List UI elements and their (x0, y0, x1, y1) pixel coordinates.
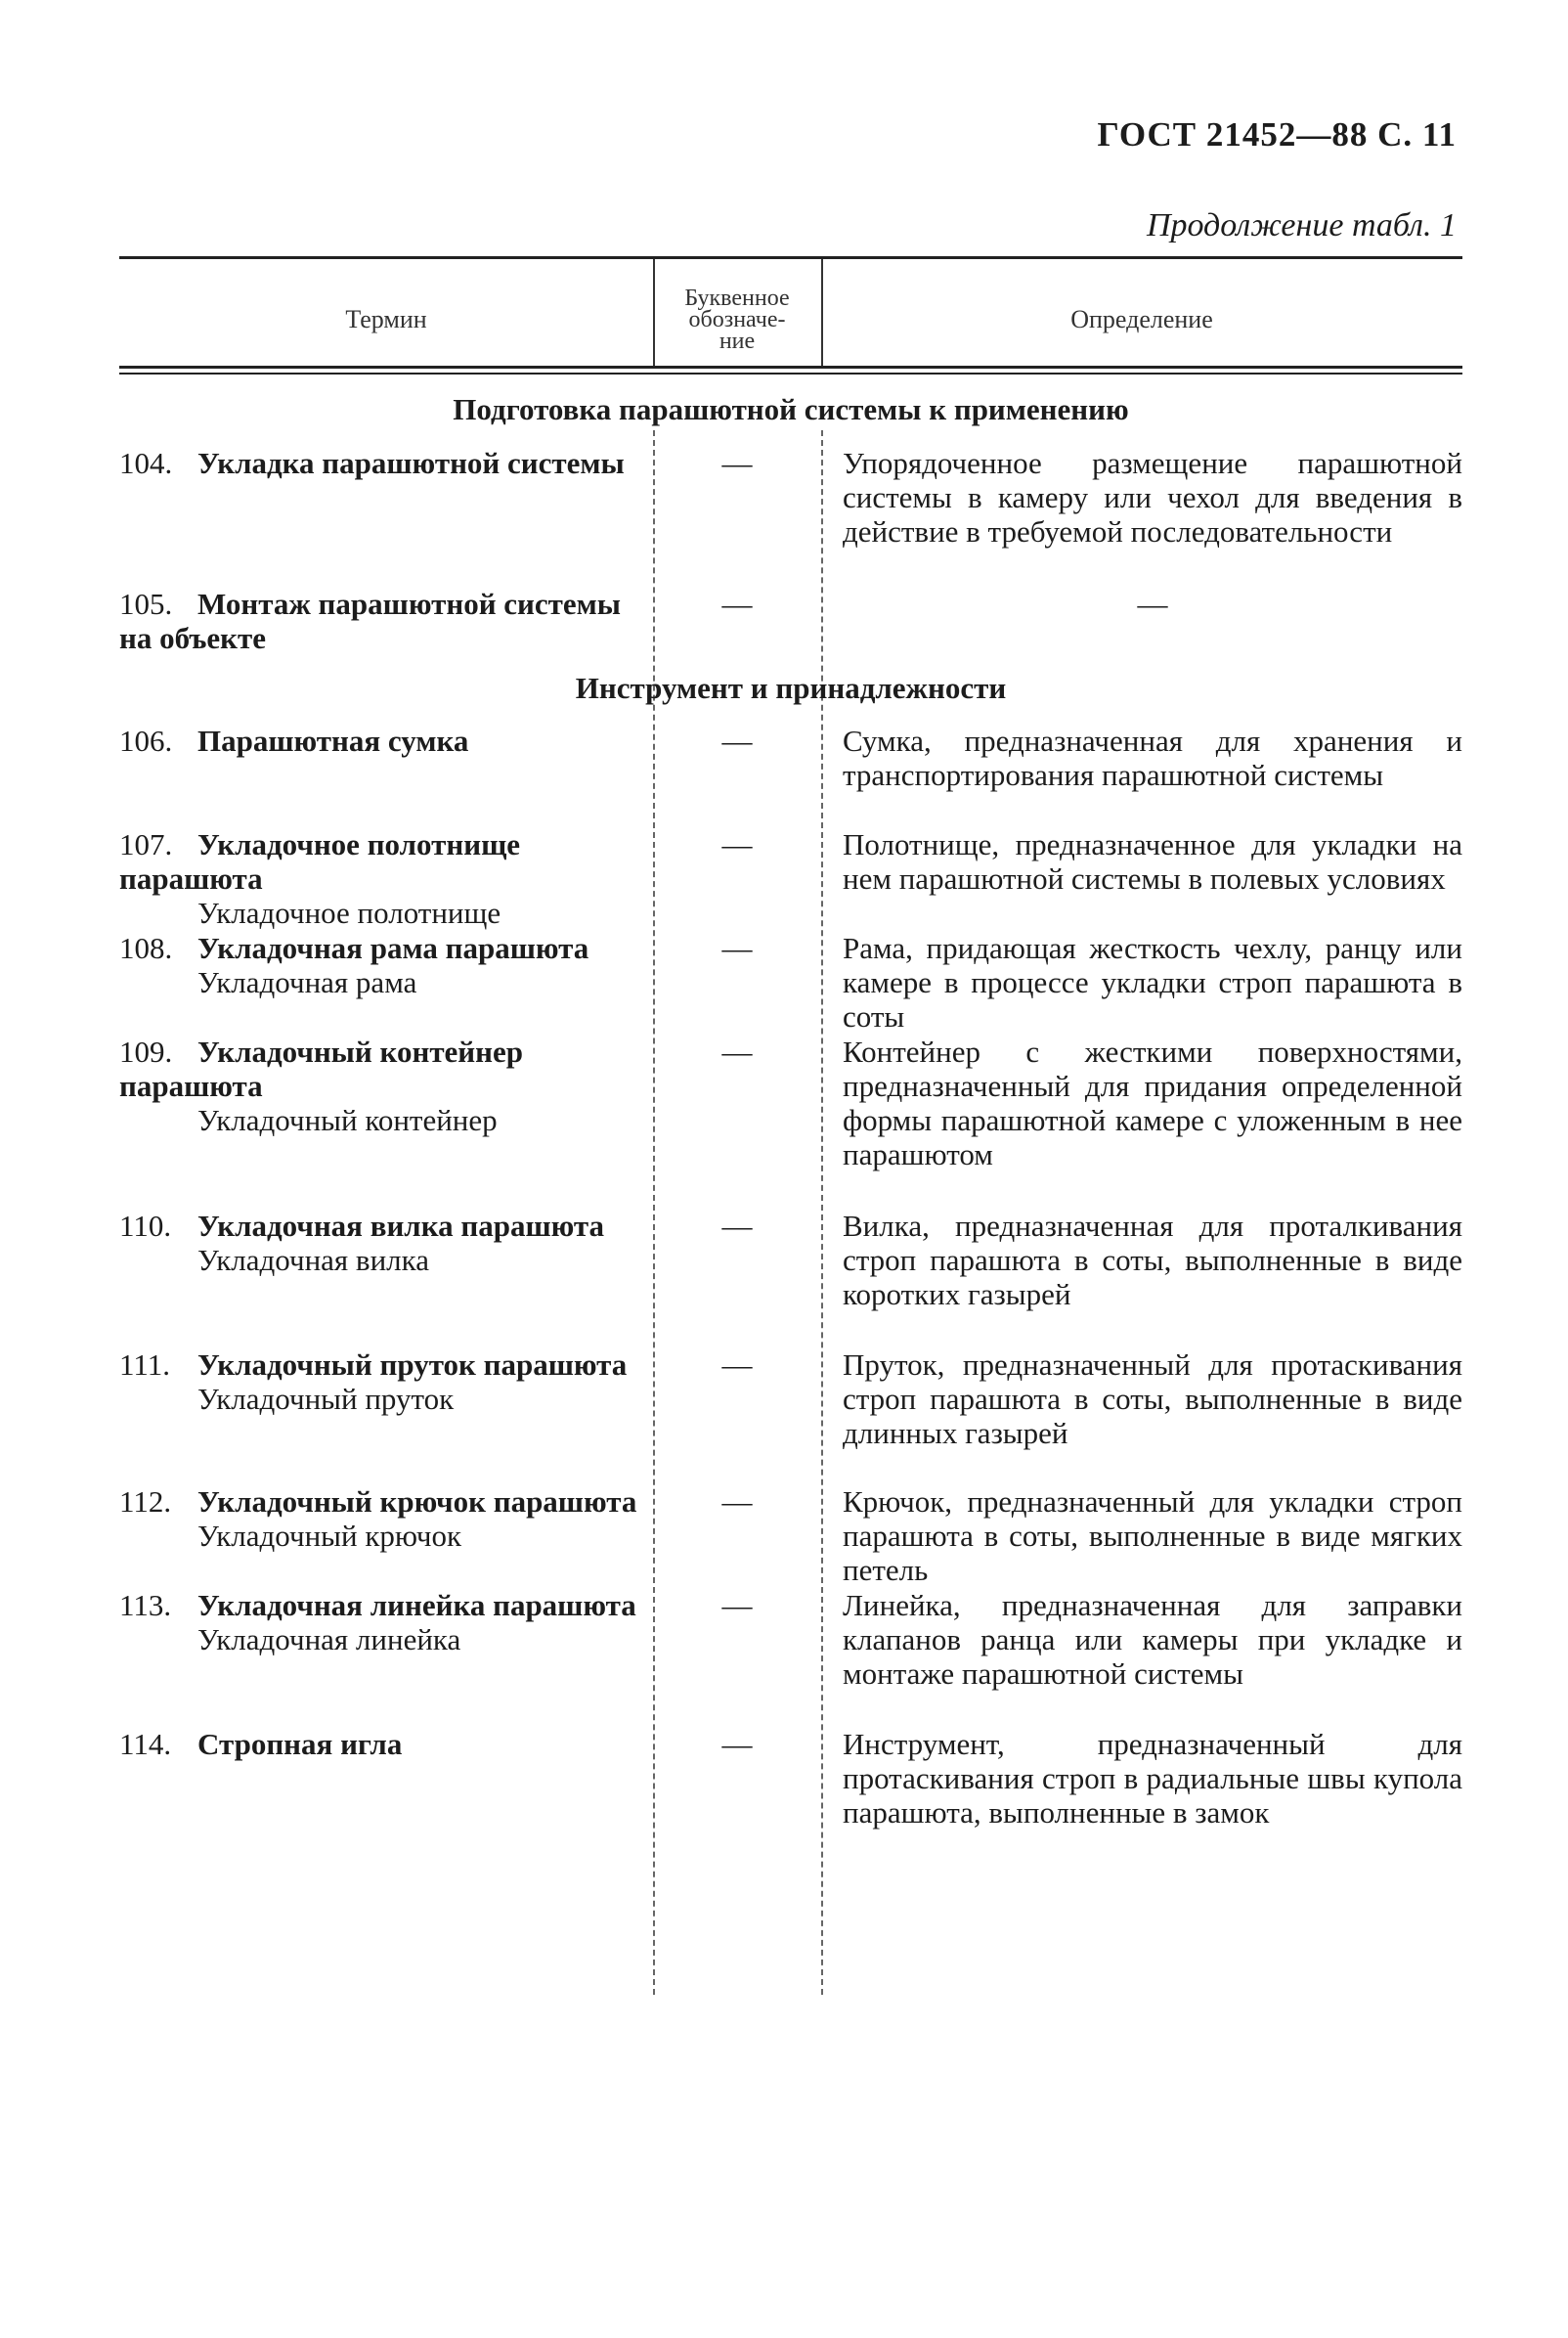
table-header-rule (119, 366, 1462, 369)
letter-designation: — (721, 931, 753, 965)
term-short-form: Укладочная вилка (197, 1243, 429, 1277)
term-name: Укладочный контейнер парашюта (119, 1035, 524, 1103)
letter-designation: — (721, 724, 753, 758)
term-number: 110. (119, 1209, 172, 1243)
term-definition: Инструмент, предназначенный для протаскивания строп в радиальные швы купола парашюта, выполненные в замок (843, 1727, 1462, 1830)
letter-designation: — (721, 1035, 753, 1069)
letter-designation: — (721, 587, 753, 621)
term-name: Укладочная линейка парашюта (197, 1588, 636, 1622)
column-header-letter (653, 287, 821, 352)
term-entry (119, 1588, 637, 1656)
letter-designation: — (721, 1209, 753, 1243)
term-entry (119, 931, 637, 999)
term-entry (119, 1727, 637, 1761)
term-definition: Вилка, предназначенная для проталкивания строп парашюта в соты, выполненные в виде коротких газырей (843, 1209, 1462, 1311)
column-header-letter-line: обозначе- (688, 307, 786, 332)
term-entry (119, 1347, 637, 1416)
section-heading: Инструмент и принадлежности (575, 671, 1007, 705)
term-definition: Линейка, предназначенная для заправки клапанов ранца или камеры при укладке и монтаже парашютной системы (843, 1588, 1462, 1691)
term-number: 112. (119, 1484, 172, 1519)
term-name: Укладочный крючок парашюта (197, 1484, 637, 1519)
term-definition: — (1137, 587, 1168, 621)
term-definition: Пруток, предназначенный для протаскивания строп парашюта в соты, выполненные в виде длинных газырей (843, 1347, 1462, 1450)
page-header: ГОСТ 21452—88 С. 11 (1097, 115, 1457, 154)
table-top-rule (119, 256, 1462, 259)
term-number: 108. (119, 931, 173, 965)
letter-designation: — (721, 827, 753, 861)
letter-designation: — (721, 1484, 753, 1519)
table-continuation-label: Продолжение табл. 1 (1146, 207, 1457, 243)
term-name: Укладочная рама парашюта (197, 931, 589, 965)
term-definition: Полотнище, предназначенное для укладки на нем парашютной системы в полевых условиях (843, 827, 1462, 896)
term-number: 114. (119, 1727, 172, 1761)
term-name: Укладочное полотнище парашюта (119, 827, 521, 896)
term-entry (119, 1484, 637, 1553)
table-header-rule (119, 373, 1462, 375)
term-name: Укладочный пруток парашюта (197, 1347, 628, 1382)
term-number: 111. (119, 1347, 170, 1382)
term-short-form: Укладочное полотнище (197, 896, 501, 930)
letter-designation: — (721, 1588, 753, 1622)
term-definition: Упорядоченное размещение парашютной системы в камеру или чехол для введения в действие в требуемой последовательности (843, 446, 1462, 549)
section-heading: Подготовка парашютной системы к применению (453, 392, 1129, 426)
column-header-term: Термин (345, 305, 427, 333)
term-name: Парашютная сумка (197, 724, 469, 758)
term-number: 106. (119, 724, 173, 758)
term-entry (119, 587, 637, 655)
column-header-letter-line: ние (719, 329, 756, 354)
term-name: Стропная игла (197, 1727, 403, 1761)
term-number: 113. (119, 1588, 172, 1622)
term-definition: Контейнер с жесткими поверхностями, предназначенный для придания определенной формы парашютной камере с уложенным в нее парашютом (843, 1035, 1462, 1171)
term-number: 107. (119, 827, 173, 861)
term-entry (119, 446, 637, 480)
term-number: 109. (119, 1035, 173, 1069)
term-definition: Сумка, предназначенная для хранения и транспортирования парашютной системы (843, 724, 1462, 792)
term-short-form: Укладочный контейнер (197, 1103, 498, 1137)
term-name: Монтаж парашютной системы на объекте (119, 587, 621, 655)
term-definition: Крючок, предназначенный для укладки строп парашюта в соты, выполненные в виде мягких петель (843, 1484, 1462, 1587)
term-short-form: Укладочный крючок (197, 1519, 462, 1553)
term-definition: Рама, придающая жесткость чехлу, ранцу или камере в процессе укладки строп парашюта в соты (843, 931, 1462, 1034)
term-number: 105. (119, 587, 173, 621)
term-entry (119, 1035, 637, 1137)
term-short-form: Укладочная линейка (197, 1622, 461, 1656)
letter-designation: — (721, 446, 753, 480)
column-header-definition: Определение (1070, 305, 1213, 333)
term-name: Укладка парашютной системы (197, 446, 625, 480)
column-separator-right (821, 430, 823, 1995)
term-name: Укладочная вилка парашюта (197, 1209, 605, 1243)
term-entry (119, 1209, 637, 1277)
term-number: 104. (119, 446, 173, 480)
column-header-letter-line: Буквенное (684, 286, 790, 311)
term-short-form: Укладочная рама (197, 965, 417, 999)
term-entry (119, 724, 637, 758)
term-entry (119, 827, 637, 930)
term-short-form: Укладочный пруток (197, 1382, 455, 1416)
letter-designation: — (721, 1347, 753, 1382)
letter-designation: — (721, 1727, 753, 1761)
